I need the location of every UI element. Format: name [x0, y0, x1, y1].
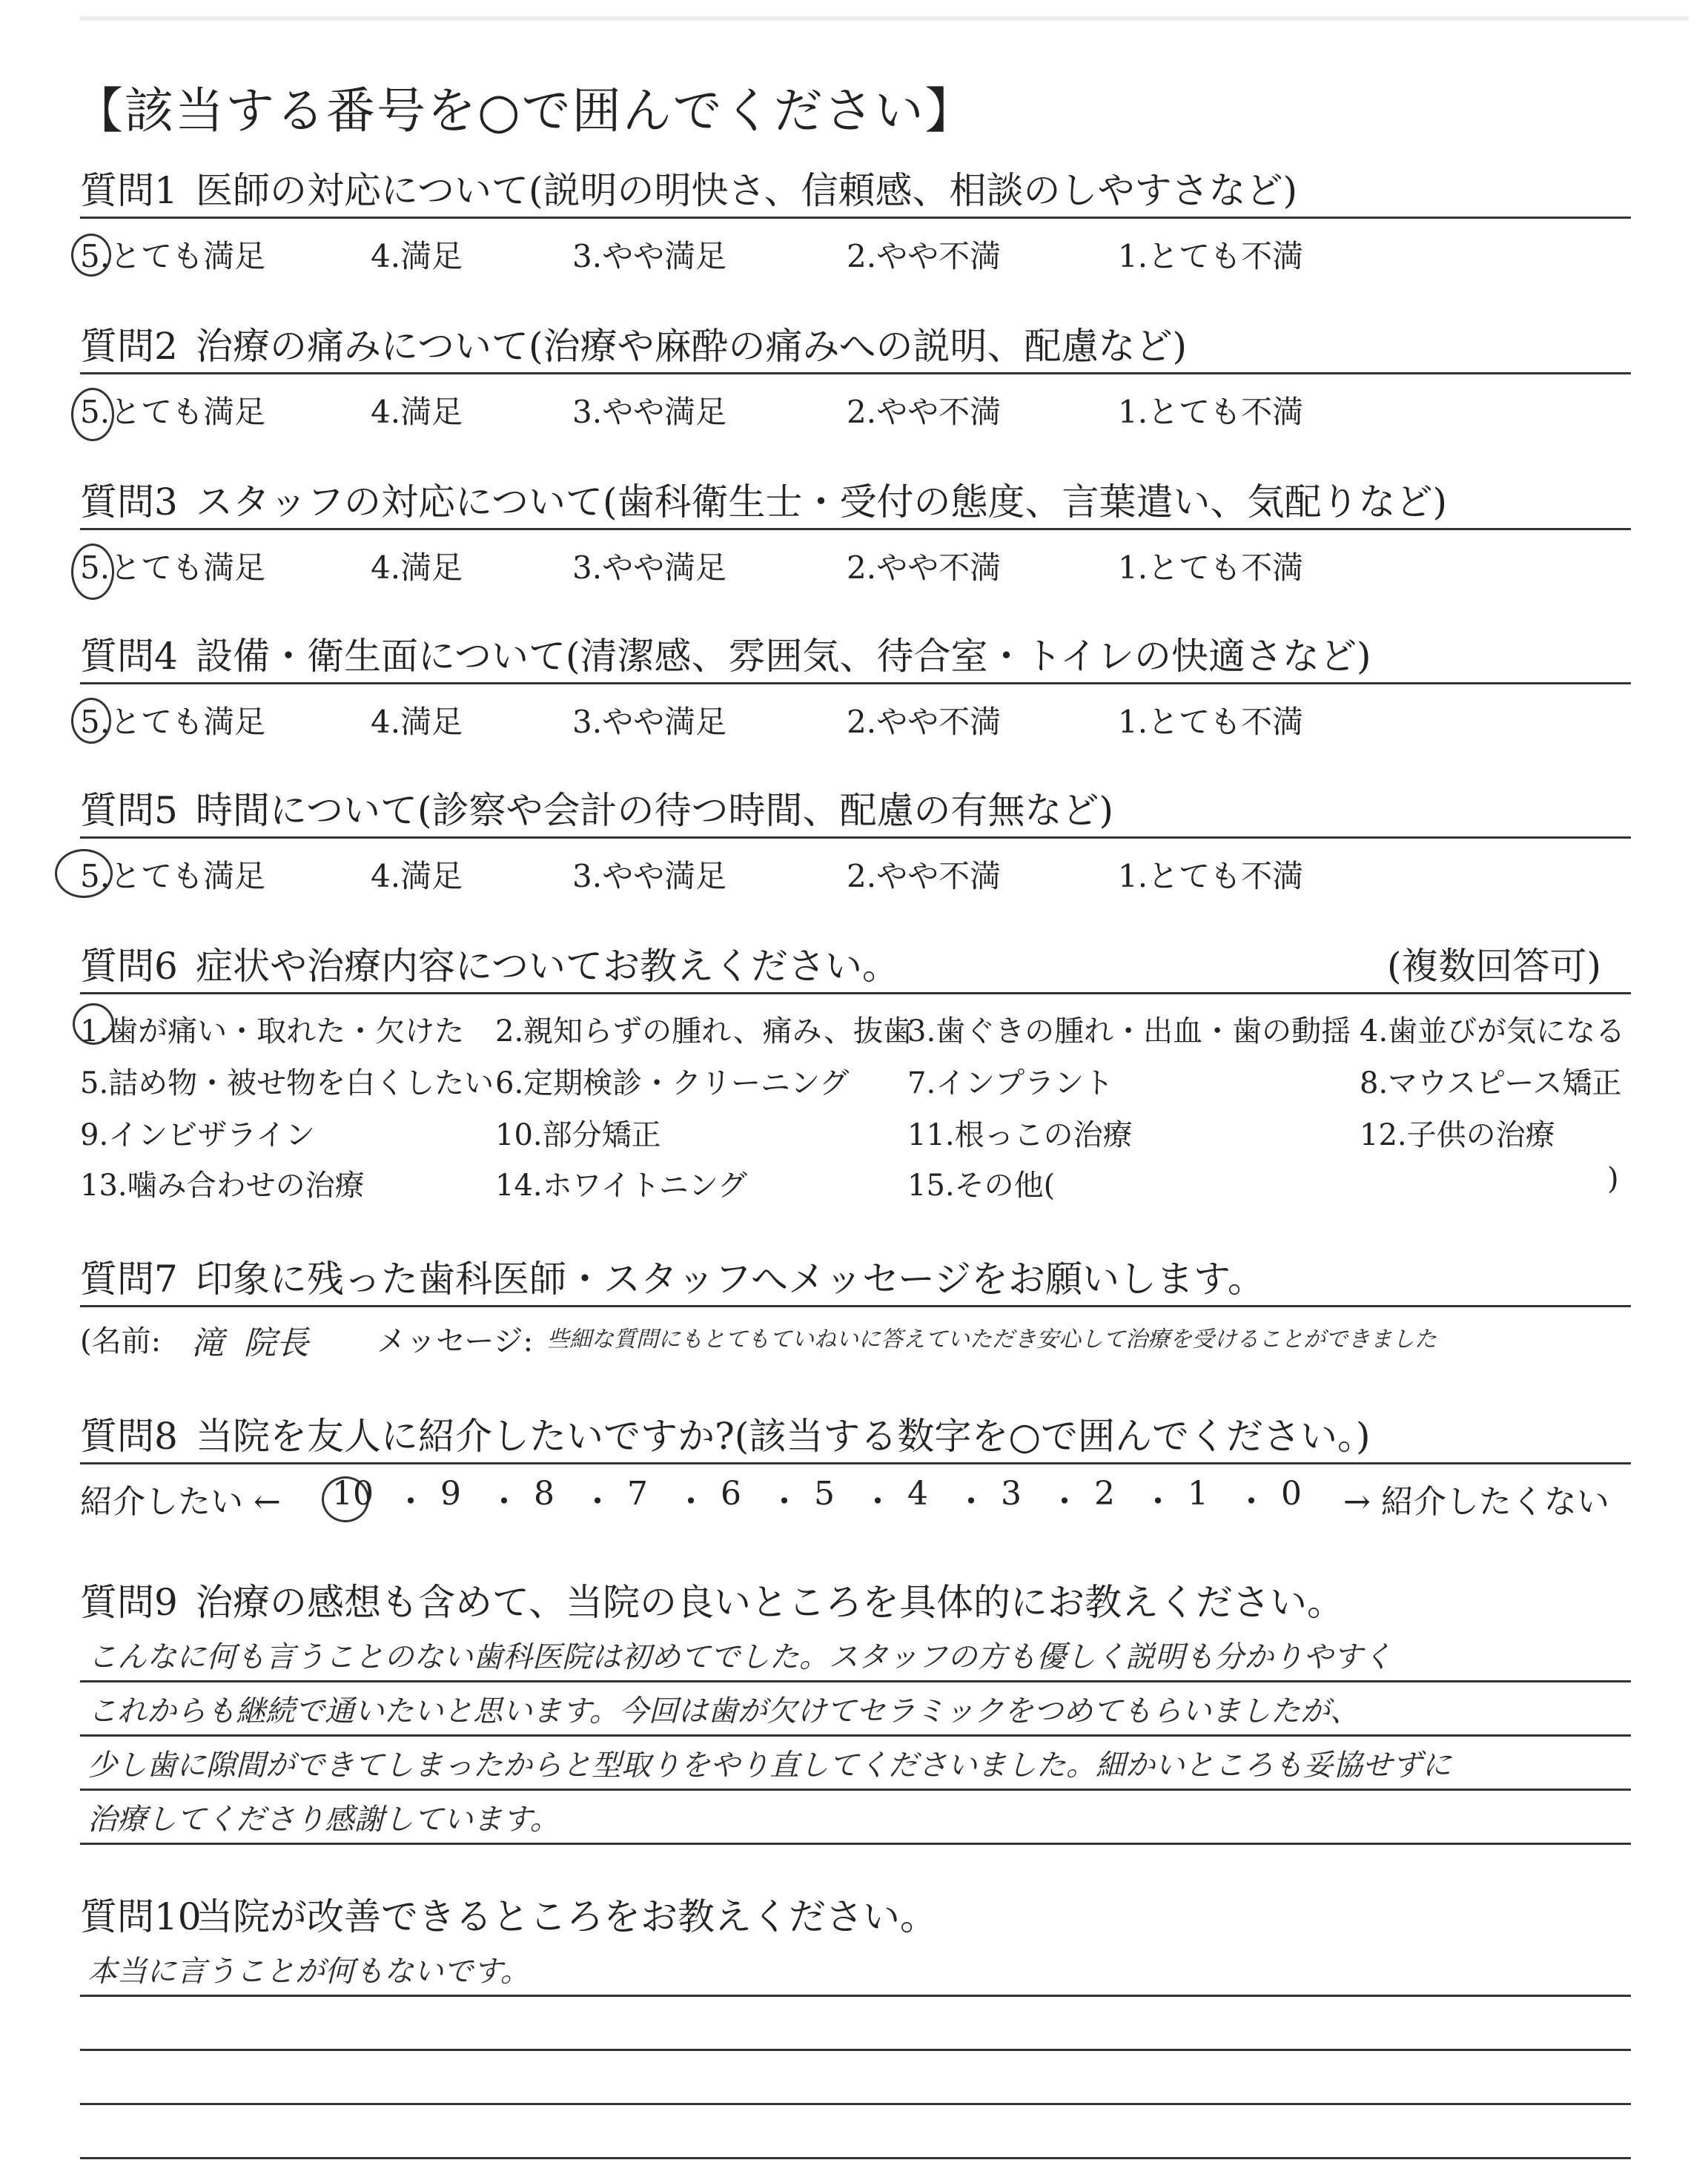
treatment-option-9[interactable]: 9.インビザライン [80, 1118, 315, 1152]
question-5-title [80, 785, 1631, 839]
question-3 [80, 476, 1631, 585]
treatment-option-10[interactable]: 10.部分矯正 [495, 1118, 661, 1152]
question-number: 質問6 [80, 945, 178, 988]
question-5 [80, 785, 1631, 894]
question-text: 症状や治療内容についてお教えください。 [196, 945, 899, 988]
scale-8[interactable]: 8 [534, 1475, 555, 1513]
option-4[interactable]: 4.満足 [371, 394, 463, 430]
scale-dot: ・ [861, 1483, 894, 1521]
question-text: 医師の対応について(説明の明快さ、信頼感、相談のしやすさなど) [196, 169, 1298, 212]
answer-lines [80, 1943, 1631, 2159]
name-value[interactable]: 滝 院長 [191, 1324, 309, 1362]
question-text: スタッフの対応について(歯科衛生士・受付の態度、言葉遣い、気配りなど) [196, 480, 1448, 524]
question-2-title [80, 320, 1631, 374]
answer-line [80, 1791, 1631, 1845]
scale-1[interactable]: 1 [1188, 1475, 1208, 1513]
answer-text[interactable]: 少し歯に隙間ができてしまったからと型取りをやり直してくださいました。細かいところも妥協せずに [87, 1748, 1452, 1783]
answer-lines [80, 1628, 1631, 1845]
rating-options [80, 684, 1631, 739]
treatment-option-6[interactable]: 6.定期検診・クリーニング [495, 1066, 850, 1100]
scale-dot: ・ [955, 1483, 987, 1521]
option-2[interactable]: 2.やや不満 [847, 549, 1002, 586]
option-2[interactable]: 2.やや不満 [847, 394, 1002, 430]
scale-right-label: → 紹介したくない [1343, 1483, 1609, 1521]
question-4 [80, 630, 1631, 739]
scale-7[interactable]: 7 [627, 1475, 648, 1513]
question-number: 質問8 [80, 1415, 178, 1458]
option-2[interactable]: 2.やや不満 [847, 238, 1002, 274]
option-3[interactable]: 3.やや満足 [572, 238, 727, 274]
question-number: 質問10 [80, 1895, 202, 1938]
scale-dot: ・ [581, 1483, 614, 1521]
question-1-title [80, 165, 1631, 219]
scale-9[interactable]: 9 [440, 1475, 461, 1513]
treatment-option-8[interactable]: 8.マウスピース矯正 [1360, 1066, 1622, 1100]
question-text: 設備・衛生面について(清潔感、雰囲気、待合室・トイレの快適さなど) [196, 635, 1371, 678]
question-text: 時間について(診察や会計の待つ時間、配慮の有無など) [196, 789, 1114, 832]
answer-line [80, 1737, 1631, 1791]
rating-options [80, 219, 1631, 274]
treatment-option-4[interactable]: 4.歯並びが気になる [1360, 1014, 1626, 1048]
question-8 [80, 1410, 1631, 1524]
question-number: 質問1 [80, 169, 178, 212]
rating-options [80, 374, 1631, 429]
option-1[interactable]: 1.とても不満 [1118, 394, 1304, 430]
question-8-title [80, 1410, 1631, 1464]
rating-options [80, 839, 1631, 894]
option-3[interactable]: 3.やや満足 [572, 394, 727, 430]
option-4[interactable]: 4.満足 [371, 858, 463, 894]
answer-line [80, 1682, 1631, 1737]
option-5[interactable]: 5.とても満足 [80, 549, 266, 586]
answer-line [80, 1997, 1631, 2051]
answer-line [80, 2105, 1631, 2159]
scale-2[interactable]: 2 [1094, 1475, 1115, 1513]
message-label: メッセージ: [377, 1324, 534, 1358]
scale-5[interactable]: 5 [814, 1475, 835, 1513]
question-6-title [80, 940, 1631, 994]
scale-dot: ・ [1048, 1483, 1081, 1521]
question-4-title [80, 630, 1631, 684]
option-4[interactable]: 4.満足 [371, 704, 463, 740]
option-1[interactable]: 1.とても不満 [1118, 858, 1304, 894]
rating-options [80, 530, 1631, 585]
multiple-answer-note: (複数回答可) [1386, 945, 1601, 988]
option-5[interactable]: 5.とても満足 [80, 858, 266, 894]
treatment-option-5[interactable]: 5.詰め物・被せ物を白くしたい [80, 1066, 494, 1100]
treatment-option-1[interactable]: 1.歯が痛い・取れた・欠けた [80, 1014, 465, 1048]
scale-dot: ・ [1235, 1483, 1268, 1521]
option-4[interactable]: 4.満足 [371, 238, 463, 274]
option-3[interactable]: 3.やや満足 [572, 704, 727, 740]
answer-line [80, 1943, 1631, 1997]
treatment-options [80, 994, 1631, 1209]
answer-text[interactable]: こんなに何も言うことのない歯科医院は初めてでした。スタッフの方も優しく説明も分かりやすく [87, 1640, 1392, 1674]
message-value[interactable]: 些細な質問にもとてもていねいに答えていただき安心して治療を受けることができました [547, 1327, 1437, 1353]
scale-left-label: 紹介したい ← [80, 1483, 281, 1521]
treatment-option-12[interactable]: 12.子供の治療 [1360, 1118, 1555, 1152]
treatment-option-11[interactable]: 11.根っこの治療 [907, 1118, 1133, 1152]
top-edge-line [80, 16, 1689, 21]
question-9-title [80, 1576, 1631, 1628]
scale-3[interactable]: 3 [1001, 1475, 1022, 1513]
scale-dot: ・ [394, 1483, 427, 1521]
treatment-option-14[interactable]: 14.ホワイトニング [495, 1169, 748, 1203]
option-2[interactable]: 2.やや不満 [847, 704, 1002, 740]
scale-6[interactable]: 6 [721, 1475, 741, 1513]
answer-text[interactable]: 治療してくださり感謝しています。 [87, 1803, 560, 1837]
question-number: 質問4 [80, 635, 178, 678]
option-3[interactable]: 3.やや満足 [572, 549, 727, 586]
scale-dot: ・ [1142, 1483, 1174, 1521]
question-7 [80, 1253, 1631, 1362]
treatment-option-2[interactable]: 2.親知らずの腫れ、痛み、抜歯 [495, 1014, 913, 1048]
treatment-option-15[interactable]: 15.その他( [907, 1169, 1056, 1203]
question-text: 当院を友人に紹介したいですか?(該当する数字を○で囲んでください。) [196, 1415, 1371, 1458]
scale-dot: ・ [488, 1483, 520, 1521]
question-3-title [80, 476, 1631, 530]
question-1 [80, 165, 1631, 274]
option-5[interactable]: 5.とても満足 [80, 394, 266, 430]
option-3[interactable]: 3.やや満足 [572, 858, 727, 894]
option-5[interactable]: 5.とても満足 [80, 704, 266, 740]
treatment-option-13[interactable]: 13.噛み合わせの治療 [80, 1169, 365, 1203]
recommend-scale [80, 1464, 1631, 1524]
treatment-option-7[interactable]: 7.インプラント [907, 1066, 1114, 1100]
scale-0[interactable]: 0 [1281, 1475, 1302, 1513]
answer-text[interactable]: 本当に言うことが何もないです。 [87, 1955, 530, 1989]
scale-dot: ・ [768, 1483, 801, 1521]
name-label: (名前: [80, 1324, 162, 1358]
question-number: 質問5 [80, 789, 178, 832]
answer-text[interactable]: これからも継続で通いたいと思います。今回は歯が欠けてセラミックをつめてもらいましたが、 [87, 1694, 1360, 1728]
question-text: 治療の痛みについて(治療や麻酔の痛みへの説明、配慮など) [196, 325, 1188, 368]
question-text: 印象に残った歯科医師・スタッフへメッセージをお願いします。 [196, 1258, 1265, 1301]
question-10-title [80, 1891, 1631, 1943]
option-1[interactable]: 1.とても不満 [1118, 238, 1304, 274]
question-number: 質問9 [80, 1581, 178, 1624]
question-text: 治療の感想も含めて、当院の良いところを具体的にお教えください。 [196, 1581, 1344, 1624]
question-2 [80, 320, 1631, 429]
other-close-paren: ) [1607, 1162, 1619, 1196]
question-number: 質問2 [80, 325, 178, 368]
question-number: 質問7 [80, 1258, 178, 1301]
question-number: 質問3 [80, 480, 178, 524]
question-6 [80, 940, 1631, 1209]
option-1[interactable]: 1.とても不満 [1118, 704, 1304, 740]
question-10 [80, 1891, 1631, 2159]
treatment-option-3[interactable]: 3.歯ぐきの腫れ・出血・歯の動揺 [907, 1014, 1351, 1048]
scale-10[interactable]: 10 [332, 1475, 374, 1513]
question-text: 当院が改善できるところをお教えください。 [196, 1895, 937, 1938]
answer-line [80, 1628, 1631, 1682]
option-4[interactable]: 4.満足 [371, 549, 463, 586]
scale-4[interactable]: 4 [907, 1475, 928, 1513]
option-1[interactable]: 1.とても不満 [1118, 549, 1304, 586]
question-9 [80, 1576, 1631, 1845]
option-5[interactable]: 5.とても満足 [80, 238, 266, 274]
answer-line [80, 2051, 1631, 2105]
question-7-title [80, 1253, 1631, 1307]
scale-dot: ・ [675, 1483, 707, 1521]
option-2[interactable]: 2.やや不満 [847, 858, 1002, 894]
page-header: 【該当する番号を○で囲んでください】 [74, 82, 976, 139]
message-line [80, 1307, 1631, 1362]
